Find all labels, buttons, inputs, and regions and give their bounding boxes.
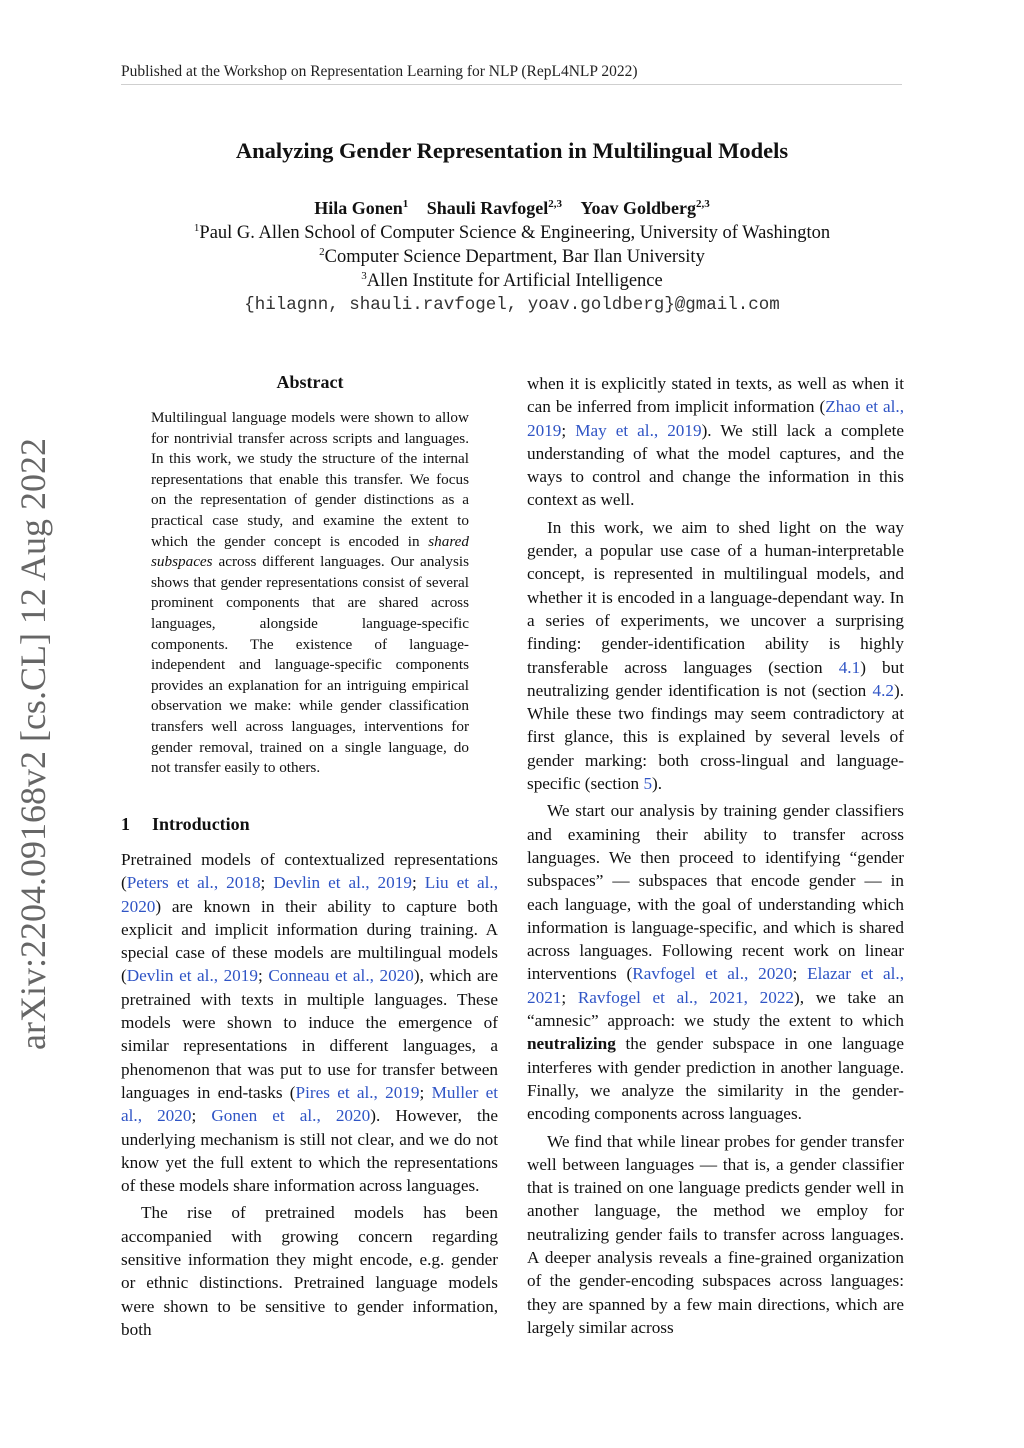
affiliation: $^1$Paul G. Allen School of Computer Science & Engineering, University of Washington: [193, 222, 831, 244]
paper-title: Analyzing Gender Representation in Multilingual Models: [235, 138, 789, 163]
section-heading: 1 Introduction: [121, 814, 250, 834]
citation-link[interactable]: Pires et al., 2019: [295, 1082, 420, 1102]
paragraph: Pretrained models of contextualized representations (Peters et al., 2018; Devlin et al., 2019; Liu et al., 2020) are known in their ability to capture both explicit and implicit information during training. A special case of these models are multilingual models (Devlin et al., 2019; Conneau et al., 2020), which are pretrained with texts in multiple languages. These models were shown to induce the emergence of similar representations in different languages, a phenomenon that was put to use for transfer between languages in end-tasks (Pires et al., 2019; Muller et al., 2020; Gonen et al., 2020). However, the underlying mechanism is still not clear, and we do not know yet the full extent to which the representations of these models share information across languages.: [121, 850, 499, 1196]
paragraph: The rise of pretrained models has been accompanied with growing concern regarding sensitive information they might encode, e.g. gender or ethnic distinctions. Pretrained language models were shown to be sensitive to gender information, both: [121, 1203, 498, 1339]
citation-link[interactable]: Peters et al., 2018: [126, 873, 261, 893]
author-emails: {hilagnn, shauli.ravfogel, yoav.goldberg}@gmail.com: [244, 295, 780, 315]
citation-link[interactable]: 4.2: [872, 680, 894, 700]
abstract-heading: Abstract: [276, 372, 344, 392]
paragraph: when it is explicitly stated in texts, as well as when it can be inferred from implicit information (Zhao et al., 2019; May et al., 2019). We still lack a complete understanding of what the model captures, and the ways to control and change the information in this context as well.: [527, 374, 904, 510]
paragraph: We find that while linear probes for gender transfer well between languages — that is, a gender classifier that is trained on one language predicts gender well in another language, the method we employ for neutralizing gender fails to transfer across languages. A deeper analysis reveals a fine-grained organization of the gender-encoding subspaces across languages: they are spanned by a few main directions, which are largely similar across: [527, 1131, 904, 1337]
author: Hila Gonen$^1$: [314, 198, 409, 218]
citation-link[interactable]: Muller et al., 2020: [121, 1082, 499, 1126]
citation-link[interactable]: Liu et al., 2020: [121, 873, 499, 916]
paragraph: We start our analysis by training gender classifiers and examining their ability to transfer across languages. We then proceed to identifying “gender subspaces” — subspaces that encode gender — in each language, with the goal of understanding which information is language-specific, and which is shared across languages. Following recent work on linear interventions (Ravfogel et al., 2020; Elazar et al., 2021; Ravfogel et al., 2021, 2022), we take an “amnesic” approach: we study the extent to which neutralizing the gender subspace in one language interferes with gender prediction in another language. Finally, we analyze the similarity in the gender-encoding components across languages.: [527, 801, 904, 1124]
citation-link[interactable]: Gonen et al., 2020: [211, 1106, 371, 1126]
citation-link[interactable]: Ravfogel et al., 2020: [632, 964, 793, 984]
affiliation: $^2$Computer Science Department, Bar Ilan University: [319, 246, 705, 268]
paragraph: In this work, we aim to shed light on the way gender, a popular use case of a human-interpretable concept, is represented in multilingual models, and whether it is encoded in a language-dependant way. In a series of experiments, we uncover a surprising finding: gender-identification ability is highly transferable across languages (section 4.1) but neutralizing gender identification is not (section 4.2). While these two findings may seem contradictory at first glance, this is explained by several levels of gender marking: both cross-lingual and language-specific (section 5).: [527, 517, 904, 794]
abstract-body: Multilingual language models were shown to allow for nontrivial transfer across scripts and languages. In this work, we study the structure of the internal representations that enable this transfer. We focus on the representation of gender distinctions as a practical case study, and examine the extent to which the gender concept is encoded in shared subspaces across different languages. Our analysis shows that gender representations consist of several prominent components that are shared across languages, alongside language-specific components. The existence of language-independent and language-specific components provides an explanation for an intriguing empirical observation we make: while gender classification transfers well across languages, interventions for gender removal, trained on a single language, do not transfer easily to others.: [151, 409, 469, 777]
citation-link[interactable]: Devlin et al., 2019: [273, 873, 412, 893]
citation-link[interactable]: Elazar et al., 2021: [527, 964, 904, 1007]
citation-link[interactable]: 5: [643, 774, 653, 794]
right-column-body: [527, 372, 904, 1343]
arxiv-identifier: arXiv:2204.09168v2 [cs.CL] 12 Aug 2022: [13, 438, 53, 1050]
citation-link[interactable]: 4.1: [838, 657, 861, 677]
citation-link[interactable]: Zhao et al., 2019: [527, 397, 904, 440]
header-rule: [121, 84, 902, 85]
citation-link[interactable]: Ravfogel et al., 2021, 2022: [577, 987, 795, 1007]
affiliation: $^3$Allen Institute for Artificial Intelligence: [361, 270, 663, 292]
bold-term: neutralizing: [527, 1034, 616, 1054]
author: Shauli Ravfogel$^{2,3}$: [426, 198, 563, 218]
citation-link[interactable]: Conneau et al., 2020: [268, 966, 414, 986]
author-list: [0, 198, 1024, 219]
left-column-body: [121, 848, 498, 1345]
citation-link[interactable]: May et al., 2019: [575, 420, 702, 440]
citation-link[interactable]: Devlin et al., 2019: [126, 966, 258, 986]
running-header: Published at the Workshop on Representation Learning for NLP (RepL4NLP 2022): [121, 63, 638, 80]
author: Yoav Goldberg$^{2,3}$: [580, 198, 710, 218]
